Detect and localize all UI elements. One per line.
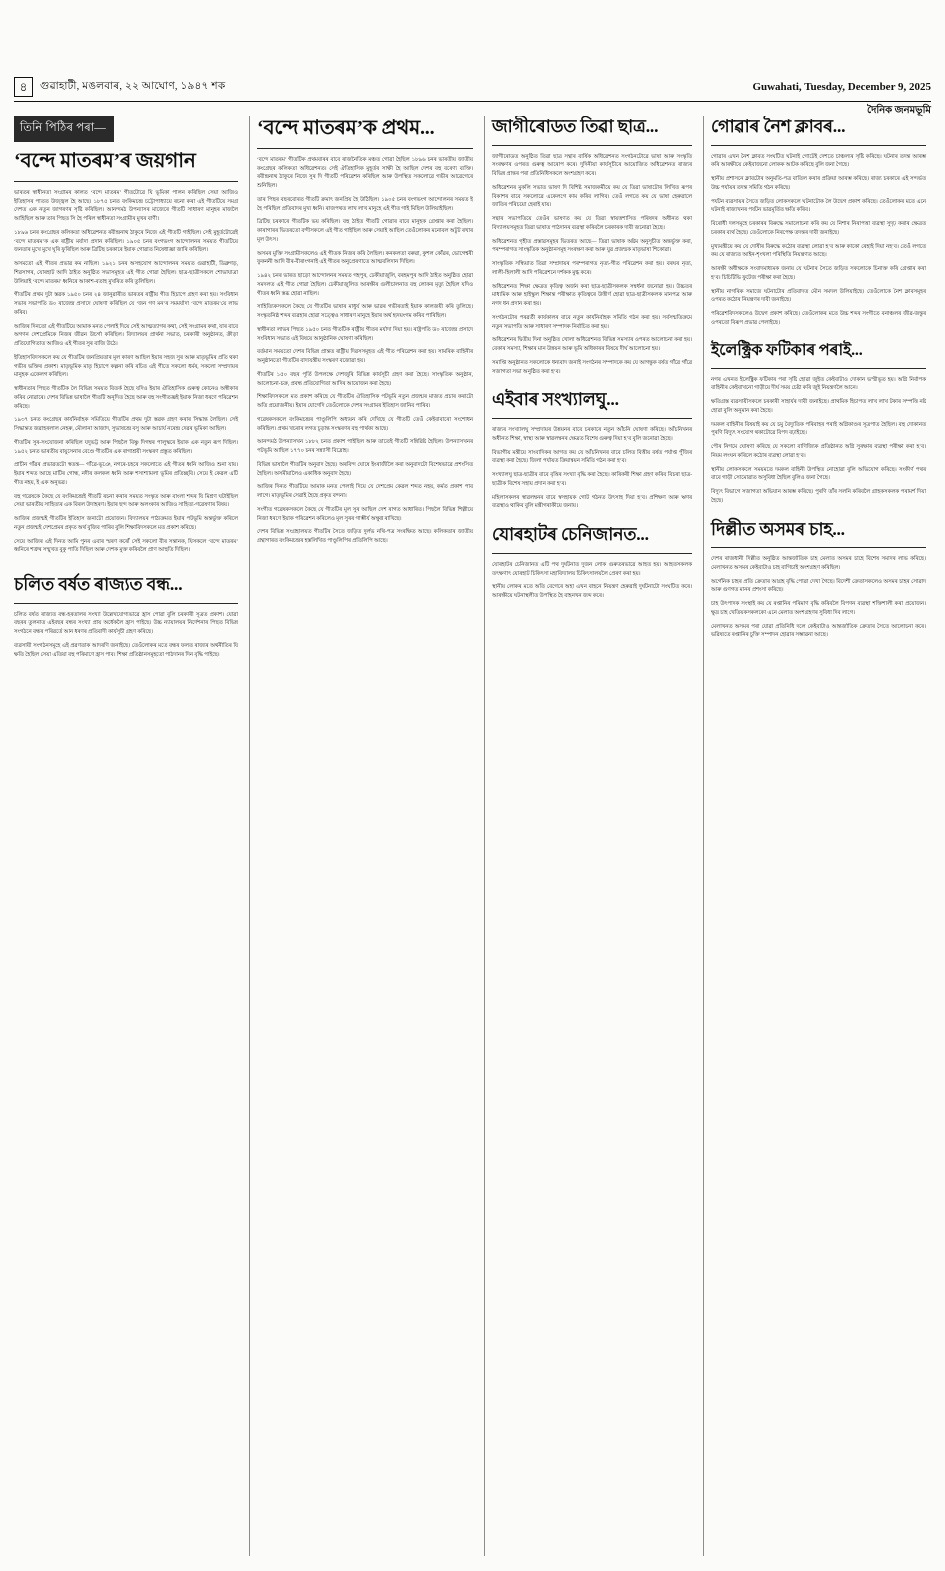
column-4-headline: গোৱাৰ নৈশ ক্লাবৰ... [711,116,846,136]
column-4-second-paragraph: স্থানীয় লোকসকলে সময়মতে দমকল বাহিনী উপস্থিত নোহোৱা বুলি অভিযোগ কৰিছে। সংকীৰ্ণ পথৰ বাবে গাড়ী সোমোৱাত অসুবিধা হৈছিল বুলিও জনা গৈছে। [711,466,926,482]
column-1-paragraph: গীতটিৰ সুৰ-সংযোজনা কৰিছিল যদুভট্ট আৰু পিছলৈ বিষ্ণু দিগম্বৰ পালুস্কৰে ইয়াক এক নতুন ৰূপ দিছিল। ১৯৫২ চনত ভাৰতীয় বায়ুসেনাৰ বেণ্ডে গীতটিৰ এক ৰাগাশ্ৰয়ী সংস্কৰণ প্ৰস্তুত কৰিছিল। [14,439,238,455]
column-4-paragraph: মুখ্যমন্ত্ৰীয়ে কয় যে দোষীৰ বিৰুদ্ধে কঠোৰ ব্যৱস্থা লোৱা হ’ব আৰু কাকো ৰেহাই দিয়া নহ’ব। তেওঁ লগতে কয় যে ৰাজ্যত আইন-শৃংখলা পৰিস্থিতি নিয়ন্ত্ৰণত আছে। [711,243,926,259]
column-1-second-paragraph: ব্যৱসায়ী সংগঠনসমূহে এই প্ৰৱণতাক আদৰণি জনাইছে। তেওঁলোকৰ মতে বন্ধৰ ফলত ৰাজ্যৰ অৰ্থনীতিৰ যি ক্ষতি হৈছিল সেয়া এতিয়া বহু পৰিমাণে হ্ৰাস পাব। শিক্ষা প্ৰতিষ্ঠানসমূহতো পাঠদানৰ দিন বৃদ্ধি পাইছে। [14,642,238,658]
column-1-paragraph: ইতিহাসবিদসকলে কয় যে গীতটিৰ জনপ্ৰিয়তাৰ মূল কাৰণ আছিল ইয়াৰ সহজ সুৰ আৰু মাতৃভূমিৰ প্ৰতি থকা গভীৰ ভক্তিৰ প্ৰকাশ। মাতৃভূমিক মাতৃ হিচাপে কল্পনা কৰি ৰচিত এই গীতে সকলো ধৰ্মৰ, সকলো সম্প্ৰদায়ৰ মানুহক একেলগ কৰিছিল। [14,354,238,379]
column-3-third-paragraph: যোৰহাটৰ চেনিজানত এটি পথ দুৰ্ঘটনাত দুজন লোক গুৰুতৰভাৱে আহত হয়। আহতসকলক তৎক্ষণাৎ যোৰহাট চিকিৎসা মহাবিদ্যালয় চিকিৎসালয়লৈ প্ৰেৰণ কৰা হয়। [492,561,692,577]
column-3-paragraph: অধিৱেশনত গৃহীত প্ৰস্তাৱসমূহৰ ভিতৰত আছে— তিৱা ভাষাক অষ্টম অনুসূচীত অন্তৰ্ভুক্ত কৰা, পৰম্পৰাগত সাংস্কৃতিক অনুষ্ঠানসমূহ সংৰক্ষণ কৰা আৰু যুৱ প্ৰজন্মক মাতৃভাষা শিকোৱা। [492,238,692,254]
column-4-second-headline-rule [711,368,926,369]
column-4-paragraph: আৰক্ষী অধীক্ষকে সংবাদমাধ্যমক জনায় যে ঘটনাৰ সৈতে জড়িত সকলোকে চিনাক্ত কৰি গ্ৰেপ্তাৰ কৰা হ’ব। চিচিটিভি ফুটেজ পৰীক্ষা কৰা হৈছে। [711,266,926,281]
column-3-paragraph: সমাপ্তি অনুষ্ঠানত সকলোকে ধন্যবাদ জনাই সংগঠনৰ সম্পাদকে কয় যে আগন্তুক বৰ্ষত গাঁৱে গাঁৱে সজাগতা সভা অনুষ্ঠিত কৰা হ’ব। [492,359,692,375]
column-2-paragraph: তাৰ পিছৰ বছৰবোৰত গীতটি ক্ৰমাৎ জনপ্ৰিয় হৈ উঠিছিল। ১৯০৫ চনৰ বংগভংগ আন্দোলনৰ সময়ত ই হৈ পৰিছিল প্ৰতিবাদৰ মুখ্য ধ্বনি। ৰাজপথত লাখ লাখ মানুহে এই গীত গাই মিছিল উলিয়াইছিল। [257,196,473,212]
column-2-paragraph: ব্ৰিটিছ চৰকাৰে গীতটিক ভয় কৰিছিল। বহু ঠাইত গীতটি গোৱাৰ বাবে মানুহক গ্ৰেপ্তাৰ কৰা হৈছিল। কাৰাগাৰৰ ভিতৰতো বন্দীসকলে এই গীত গাইছিল আৰু সেয়াই আছিল তেওঁলোকৰ মনোবল অটুট ৰখাৰ মূল উৎস। [257,219,473,243]
column-4-second-paragraph: পৌৰ নিগমে ঘোষণা কৰিছে যে সকলো বাণিজ্যিক প্ৰতিষ্ঠানত অগ্নি সুৰক্ষাৰ ব্যৱস্থা পৰীক্ষা কৰা হ’ব। নিয়ম লংঘন কৰিলে কঠোৰ ব্যৱস্থা লোৱা হ’ব। [711,444,926,459]
column-1-second-headline-rule [14,603,238,604]
column-2-paragraph: স্বাধীনতা লাভৰ পিছত ১৯৫০ চনত গীতটিক ৰাষ্ট্ৰীয় গীতৰ মৰ্যাদা দিয়া হয়। ৰাষ্ট্ৰপতি ড০ ৰাজেন্দ্ৰ প্ৰসাদে সংবিধান সভাত এই বিষয়ে আনুষ্ঠানিক ঘোষণা কৰিছিল। [257,326,473,342]
column-4-second-paragraph: নগৰ এখনত ইলেক্ট্ৰিক ফটিকাৰ পৰা সৃষ্টি হোৱা জুইত কেইবাটাও দোকান ভস্মীভূত হয়। অগ্নি নিৰ্বাপক বাহিনীৰ কেইবাখনো গাড়ীয়ে দীৰ্ঘ সময় চেষ্টা কৰি জুই নিয়ন্ত্ৰণলৈ আনে। [711,376,926,392]
masthead-rule [14,101,931,102]
column-2-paragraph: শিক্ষাবিদসকলে মত প্ৰকাশ কৰিছে যে গীতটিৰ ঐতিহাসিক পটভূমি নতুন প্ৰজন্মৰ মাজত প্ৰচাৰ কৰাটো অতি প্ৰয়োজনীয়। ইয়াৰ যোগেদি তেওঁলোকে দেশৰ সংগ্ৰামৰ ইতিহাস জানিব পাৰিব। [257,394,473,410]
column-1-paragraph: ১৮৯৬ চনৰ কংগ্ৰেছৰ কলিকতা অধিৱেশনত ৰবীন্দ্ৰনাথ ঠাকুৰে নিজে এই গীতটি গাইছিল। সেই মুহূৰ্তটোৱেই ‘বন্দে মাতৰম’ক এক ৰাষ্ট্ৰীয় মৰ্যাদা প্ৰদান কৰিছিল। ১৯০৫ চনৰ বংগভংগ আন্দোলনৰ সময়ত গীতটিয়ে জনতাৰ মুখে মুখে ঘূৰি ফুৰিছিল আৰু ব্ৰিটিছ চৰকাৰে ইয়াক গোৱাত নিষেধাজ্ঞা জাৰি কৰিছিল। [14,229,238,254]
column-1-paragraph: স্বাধীনতাৰ পিছত গীতটিক লৈ বিভিন্ন সময়ত বিতৰ্ক হৈছে যদিও ইয়াৰ ঐতিহাসিক গুৰুত্ব কোনেও অস্বীকাৰ কৰিব নোৱাৰে। দেশৰ বিভিন্ন ভাষালৈ গীতটি অনূদিত হৈছে আৰু বহু সংগীতজ্ঞই ইয়াক নিজা ধৰণে পৰিৱেশন কৰিছে। [14,386,238,410]
column-4-paragraph: পৰ্যটন ব্যৱসায়ৰ সৈতে জড়িত লোকসকলে ঘটনাটোক লৈ উদ্বেগ প্ৰকাশ কৰিছে। তেওঁলোকৰ মতে এনে ঘটনাই ৰাজ্যখনৰ পৰ্যটন ভাৱমূৰ্তিত ক্ষতি কৰিব। [711,198,926,214]
column-4-third-headline: দিল্লীত অসমৰ চাহ... [711,518,845,539]
column-2-paragraph: গীতটিৰ ১৫০ বছৰ পূৰ্তি উপলক্ষে দেশজুৰি বিভিন্ন কাৰ্যসূচী গ্ৰহণ কৰা হৈছে। সাংস্কৃতিক অনুষ্ঠান, আলোচনা-চক্ৰ, প্ৰবন্ধ প্ৰতিযোগিতা আদিৰ আয়োজন কৰা হৈছে। [257,371,473,387]
column-1-paragraph: অসমতো এই গীতৰ প্ৰভাৱ কম নাছিল। ১৯২১ চনৰ অসহযোগ আন্দোলনৰ সময়ত গুৱাহাটী, ডিব্ৰুগড়, শিৱসাগৰ, যোৰহাট আদি ঠাইত অনুষ্ঠিত সভাসমূহত এই গীত গোৱা হৈছিল। ছাত্ৰ-ছাত্ৰীসকলে শোভাযাত্ৰা উলিয়াই ‘বন্দে মাতৰম’ ধ্বনিৰে আকাশ-বতাহ মুখৰিত কৰি তুলিছিল। [14,261,238,285]
column-4-second-headline: ইলেক্ট্ৰিক ফটিকাৰ পৰাই... [711,341,863,359]
column-1 [14,116,242,1556]
column-3-second-paragraph: সংখ্যালঘু ছাত্ৰ-ছাত্ৰীৰ বাবে বৃত্তিৰ সংখ্যা বৃদ্ধি কৰা হৈছে। কাৰিকৰী শিক্ষা গ্ৰহণ কৰিব বিচৰা ছাত্ৰ-ছাত্ৰীক বিশেষ সহায় প্ৰদান কৰা হ’ব। [492,472,692,487]
column-4-headline-rule [711,145,926,146]
column-3-third-paragraph: স্থানীয় লোকৰ মতে অতি বেগেৰে অহা এখন বাহনে নিয়ন্ত্ৰণ হেৰুৱাই দুৰ্ঘটনাটো সংঘটিত কৰে। আৰক্ষীয়ে ঘটনাস্থলীত উপস্থিত হৈ বাহনখন জব্দ কৰে। [492,584,692,600]
column-3-paragraph: অধিৱেশনৰ দ্বিতীয় দিনা অনুষ্ঠিত খোলা অধিৱেশনত বিভিন্ন সমস্যাৰ ওপৰত আলোচনা কৰা হয়। বেকাৰ সমস্যা, শিক্ষাৰ মান উন্নয়ন আৰু ভূমি অধিকাৰৰ বিষয়ে দীৰ্ঘ আলোচনা হয়। [492,337,692,353]
column-3-paragraph: সংগঠনটোৰ পৰৱৰ্তী কাৰ্যকালৰ বাবে নতুন কাৰ্যনিৰ্বাহক সমিতি গঠন কৰা হয়। সৰ্বসন্মতিক্ৰমে নতুন সভাপতি আৰু সাধাৰণ সম্পাদক নিৰ্বাচিত কৰা হয়। [492,314,692,330]
column-4-paragraph: স্থানীয় নাগৰিক সমাজে ঘটনাটোৰ প্ৰতিবাদত মৌন সমদল উলিয়াইছে। তেওঁলোকে নৈশ ক্লাবসমূহৰ ওপৰত কঠোৰ নিয়ন্ত্ৰণৰ দাবী জনাইছে। [711,288,926,304]
column-3-headline-rule [492,145,692,146]
column-4 [703,116,930,1556]
column-3-second-headline: এইবাৰ সংখ্যালঘু... [492,389,619,410]
page-number: ৪ [14,77,33,97]
column-2-paragraph: ‘বন্দে মাতৰম’ গীতটিক প্ৰথমবাৰৰ বাবে ৰাজনৈতিক মঞ্চত গোৱা হৈছিল ১৮৯৬ চনৰ ভাৰতীয় জাতীয় কংগ্ৰেছৰ কলিকতা অধিৱেশনত। সেই ঐতিহাসিক মুহূৰ্তৰ সাক্ষী হৈ আছিল দেশৰ বহু বৰেণ্য ব্যক্তি। ৰবীন্দ্ৰনাথ ঠাকুৰে নিজে সুৰ দি গীতটি পৰিৱেশন কৰিছিল আৰু উপস্থিত সকলোৱে গভীৰ আৱেগেৰে শুনিছিল। [257,156,473,190]
column-1-paragraph: সেয়ে আজিৰ এই দিনত আমি পুনৰ এবাৰ স্মৰণ কৰোঁ সেই সকলো বীৰ সন্তানক, যিসকলে ‘বন্দে মাতৰম’ ধ্বনিৰে শত্ৰুৰ সন্মুখত বুকু পাতি দিছিল আৰু দেশক মুক্ত কৰিবলৈ প্ৰাণ আহুতি দিছিল। [14,538,238,554]
column-3-second-headline-rule [492,418,692,419]
article-columns [14,116,931,1556]
column-2-headline-rule [257,148,473,149]
column-2-paragraph: গৱেষকসকলে বংকিমচন্দ্ৰৰ পাণ্ডুলিপি অধ্যয়ন কৰি দেখিছে যে গীতটি তেওঁ কেইবাবাৰো সংশোধন কৰিছিল। প্ৰথম খচৰাৰ লগত চূড়ান্ত সংস্কৰণৰ বহু পাৰ্থক্য আছে। [257,416,473,432]
column-4-second-paragraph: ক্ষতিগ্ৰস্ত ব্যৱসায়ীসকলে চৰকাৰী সাহাৰ্যৰ দাবী জনাইছে। প্ৰাথমিক হিচাপত লাখ লাখ টকাৰ সম্পত্তি নষ্ট হোৱা বুলি অনুমান কৰা হৈছে। [711,399,926,414]
column-1-paragraph: প্ৰাচীন গাঁৱৰ প্ৰভাৱতটো স্বতন্ত্ৰ— গাঁৱে-ভূঞে, নগৰে-চহৰে সকলোতে এই গীতৰ ধ্বনি আজিও শুনা যায়। ইয়াৰ শব্দত আছে মাটিৰ গোন্ধ, নদীৰ কলকল ধ্বনি আৰু শস্যশ্যামলা ভূমিৰ প্ৰতিচ্ছবি। সেয়ে ই কেৱল এটি গীত নহয়, ই এক অনুভৱ। [14,462,238,486]
column-3-paragraph: সন্থাৰ সভাপতিয়ে তেওঁৰ ভাষণত কয় যে তিৱা স্বায়ত্তশাসিত পৰিষদৰ অধীনত থকা বিদ্যালয়সমূহত তিৱা ভাষাত পাঠদানৰ ব্যৱস্থা কৰিবলৈ চৰকাৰক দাবী জনোৱা হৈছে। [492,216,692,231]
column-2-paragraph: ১৯৪২ চনৰ ভাৰত ছাড়ো আন্দোলনৰ সময়ত গহপুৰ, ঢেকীয়াজুলি, বৰহমপুৰ আদি ঠাইত অনুষ্ঠিত হোৱা সমদলত এই গীত গোৱা হৈছিল। ঢেকীয়াজুলিত আৰক্ষীৰ গুলীচালনাত বহু লোকৰ মৃত্যু হৈছিল যদিও গীতৰ ধ্বনি স্তব্ধ হোৱা নাছিল। [257,273,473,297]
column-4-third-paragraph: অৰ্গেনিক চাহৰ প্ৰতি ক্ৰেতাৰ আগ্ৰহ বৃদ্ধি পোৱা দেখা গৈছে। বিদেশী ক্ৰেতাসকলেও অসমৰ চাহৰ সোৱাদ আৰু গুণগত মানৰ প্ৰশংসা কৰিছে। [711,578,926,594]
column-2-headline: ‘বন্দে মাতৰম’ক প্ৰথম... [257,117,435,139]
masthead-left [14,77,225,97]
masthead [14,70,931,104]
column-4-third-headline-rule [711,547,926,548]
column-2-paragraph: বৰ্তমান সময়তো দেশৰ বিভিন্ন প্ৰান্তত ৰাষ্ট্ৰীয় দিৱসসমূহত এই গীত পৰিৱেশন কৰা হয়। সামৰিক বাহিনীৰ অনুষ্ঠানতো গীতটিৰ বাদ্যযন্ত্ৰীয় সংস্কৰণ বজোৱা হয়। [257,349,473,365]
paper-name: দৈনিক জনমভূমি [861,103,931,120]
column-4-second-paragraph: দমকল বাহিনীৰ বিষয়াই কয় যে চমু বৈদ্যুতিক পৰিবাহৰ পৰাই অগ্নিকাণ্ডৰ সূত্ৰপাত হৈছিল। বহু দোকানত পুৰণি বিদ্যুৎ সংযোগ থকাটোৱে বিপদ বঢ়াইছে। [711,421,926,437]
column-4-paragraph: গোৱাৰ এখন নৈশ ক্লাবত সংঘটিত ঘটনাই গোটেই দেশতে চাঞ্চল্যৰ সৃষ্টি কৰিছে। ঘটনাৰ তদন্ত আৰম্ভ কৰি আৰক্ষীয়ে কেইবাজনো লোকক আটক কৰিছে বুলি জনা গৈছে। [711,153,926,169]
column-4-paragraph: স্থানীয় প্ৰশাসনে ক্লাবটোৰ অনুমতি-পত্ৰ বাতিল কৰাৰ প্ৰক্ৰিয়া আৰম্ভ কৰিছে। ৰাজ্য চৰকাৰে এই সন্দৰ্ভত উচ্চ পৰ্যায়ৰ তদন্ত সমিতি গঠন কৰিছে। [711,176,926,191]
column-2-paragraph: অসমৰ মুক্তি সংগ্ৰামীসকলেও এই গীতক নিজৰ কৰি লৈছিল। কনকলতা বৰুৱা, কুশল কোঁৱৰ, ভোগেশ্বৰী ফুকননী আদি বীৰ-বীৰাংগনাই এই গীতৰ অনুপ্ৰেৰণাতে আত্মবলিদান দিছিল। [257,250,473,266]
column-1-paragraph: ১৯৩৭ চনত কংগ্ৰেছৰ কাৰ্যনিৰ্বাহক সমিতিয়ে গীতটিৰ প্ৰথম দুটা স্তৱক গ্ৰহণ কৰাৰ সিদ্ধান্ত লৈছিল। সেই সিদ্ধান্তত জৱাহৰলাল নেহৰু, মৌলানা আজাদ, সুভাষচন্দ্ৰ বসু আৰু আচাৰ্য নৰেন্দ্ৰ দেৱৰ ভূমিকা আছিল। [14,417,238,433]
column-1-kicker: তিনি পিঠিৰ পৰা— [14,116,114,142]
column-1-paragraph: আজিৰ প্ৰজন্মই গীতটিৰ ইতিহাস জনাটো প্ৰয়োজন। বিদ্যালয়ৰ পাঠ্যক্ৰমত ইয়াৰ পটভূমি অন্তৰ্ভুক্ত কৰিলে নতুন প্ৰজন্মই দেশপ্ৰেমৰ প্ৰকৃত অৰ্থ বুজিব পাৰিব বুলি শিক্ষাবিদসকলে মত প্ৰকাশ কৰিছে। [14,516,238,531]
column-4-third-paragraph: চাহ উৎপাদক সংস্থাই কয় যে ৰপ্তানিৰ পৰিমাণ বৃদ্ধি কৰিবলৈ বিপণন ব্যৱস্থা শক্তিশালী কৰা প্ৰয়োজন। ক্ষুদ্ৰ চাহ খেতিয়কসকলকো এনে মেলাত অংশগ্ৰহণৰ সুবিধা দিব লাগে। [711,601,926,616]
column-1-paragraph: ভাৰতৰ স্বাধীনতা সংগ্ৰামৰ কালত ‘বন্দে মাতৰম’ গীতটোৱে যি ভূমিকা পালন কৰিছিল সেয়া আজিও ইতিহাসৰ পাতত উজ্জ্বল হৈ আছে। ১৮৭৫ চনত বংকিমচন্দ্ৰ চট্টোপাধ্যায়ে ৰচনা কৰা এই গীতটিয়ে সমগ্ৰ দেশত এক নতুন জাগৰণৰ সৃষ্টি কৰিছিল। আনন্দমঠ উপন্যাসৰ মাজেৰে গীতটি সাধাৰণ মানুহৰ মাজলৈ আহিছিল আৰু তাৰ পিছত সি হৈ পৰিল স্বাধীনতা সংগ্ৰামীৰ মুখৰ বাণী। [14,189,238,223]
column-4-paragraph: বিৰোধী দলসমূহে চৰকাৰৰ বিৰুদ্ধে সমালোচনা কৰি কয় যে নিশাৰ নিৰাপত্তা ব্যৱস্থা সুদৃঢ় কৰাৰ ক্ষেত্ৰত চৰকাৰ ব্যৰ্থ হৈছে। তেওঁলোকে নিৰপেক্ষ তদন্তৰ দাবী জনাইছে। [711,221,926,236]
column-3-second-paragraph: ৰাজ্যৰ সংখ্যালঘু সম্প্ৰদায়ৰ উন্নয়নৰ বাবে চৰকাৰে নতুন আঁচনি ঘোষণা কৰিছে। আঁচনিখনৰ অধীনত শিক্ষা, স্বাস্থ্য আৰু স্বাৱলম্বনৰ ক্ষেত্ৰত বিশেষ গুৰুত্ব দিয়া হ’ব বুলি জনোৱা হৈছে। [492,427,692,442]
column-1-paragraph: গীতটিৰ প্ৰথম দুটা স্তৱক ১৯৫০ চনৰ ২৪ জানুৱাৰীত ভাৰতৰ ৰাষ্ট্ৰীয় গীত হিচাপে গ্ৰহণ কৰা হয়। সংবিধান সভাৰ সভাপতি ড০ ৰাজেন্দ্ৰ প্ৰসাদে ঘোষণা কৰিছিল যে ‘জন গণ মন’ৰ সমমৰ্যাদা ‘বন্দে মাতৰম’য়ে লাভ কৰিব। [14,292,238,316]
column-4-third-paragraph: দেশৰ ৰাজধানী দিল্লীত অনুষ্ঠিত আন্তৰ্জাতিক চাহ মেলাত অসমৰ চাহে বিশেষ সমাদৰ লাভ কৰিছে। মেলাখনত অসমৰ কেইবাটাও চাহ বাগিচাই অংশগ্ৰহণ কৰিছিল। [711,556,926,571]
column-4-third-paragraph: মেলাখনত অসমৰ পৰা যোৱা প্ৰতিনিধি দলে কেইবাটাও আন্তৰ্জাতিক ক্ৰেতাৰ সৈতে আলোচনা কৰে। ভৱিষ্যতে ৰপ্তানিৰ চুক্তি সম্পাদন হোৱাৰ সম্ভাৱনা আছে। [711,623,926,639]
column-1-second-headline: চলিত বৰ্ষত ৰাজ্যত বন্ধ... [14,574,183,595]
column-2-paragraph: আনন্দমঠ উপন্যাসখন ১৮৮২ চনত প্ৰকাশ পাইছিল আৰু তাতেই গীতটি সন্নিৱিষ্ট হৈছিল। উপন্যাসখনৰ পটভূমি আছিল ১৭৭০ চনৰ সন্ন্যাসী বিদ্ৰোহ। [257,439,473,455]
column-2 [249,116,477,1556]
column-3-paragraph: অধিৱেশনত শিক্ষা ক্ষেত্ৰত কৃতিত্ব অৰ্জন কৰা ছাত্ৰ-ছাত্ৰীসকলক সম্বৰ্ধনা জনোৱা হয়। উচ্চতৰ মাধ্যমিক আৰু হাইস্কুল শিক্ষান্ত পৰীক্ষাত কৃতিত্বৰে উত্তীৰ্ণ হোৱা ছাত্ৰ-ছাত্ৰীসকলক মানপত্ৰ আৰু নগদ ধন প্ৰদান কৰা হয়। [492,283,692,308]
column-1-headline: ‘বন্দে মাতৰম’ৰ জয়গান [14,150,196,172]
column-3-third-headline: যোৰহাটৰ চেনিজানত... [492,524,649,545]
column-3-paragraph: জাগীৰোডত অনুষ্ঠিত তিৱা ছাত্ৰ সন্থাৰ বাৰ্ষিক অধিৱেশনত সংগঠনটোৱে ভাষা আৰু সংস্কৃতি সংৰক্ষণৰ ওপৰত গুৰুত্ব আৰোপ কৰে। দুদিনীয়া কাৰ্যসূচীৰে আয়োজিত অধিৱেশনত ৰাজ্যৰ বিভিন্ন প্ৰান্তৰ পৰা প্ৰতিনিধিসকলে অংশগ্ৰহণ কৰে। [492,153,692,178]
column-2-paragraph: আজিৰ দিনত গীতটিয়ে আমাক মনত পেলাই দিয়ে যে দেশপ্ৰেম কেৱল শব্দত নহয়, কৰ্মত প্ৰকাশ পাব লাগে। মাতৃভূমিৰ সেৱাই হৈছে প্ৰকৃত বন্দনা। [257,484,473,500]
masthead-date-assamese: গুৱাহাটী, মঙলবাৰ, ২২ আঘোণ, ১৯৪৭ শক [40,80,226,92]
column-1-paragraph: বহু গৱেষকে কৈছে যে বংকিমচন্দ্ৰই গীতটি ৰচনা কৰাৰ সময়ত সংস্কৃত আৰু বাংলা শব্দৰ যি মিশ্ৰণ ঘটাইছিল সেয়া ভাৰতীয় সাহিত্যৰ এক বিৰল উদাহৰণ। ইয়াৰ ছন্দ আৰু অলংকাৰ আজিও সাহিত্য-গৱেষণাৰ বিষয়। [14,493,238,509]
column-2-paragraph: সাহিত্যিকসকলে কৈছে যে গীতটিৰ ভাষাৰ মাধুৰ্য আৰু ভাৱৰ গভীৰতাই ইয়াক কালজয়ী কৰি তুলিছে। সংস্কৃতনিষ্ঠ শব্দৰ ব্যৱহাৰ হোৱা সত্ত্বেও সাধাৰণ মানুহে ইয়াৰ অৰ্থ হৃদয়ংগম কৰিব পাৰিছিল। [257,304,473,320]
column-3-second-paragraph: মহিলাসকলৰ স্বাৱলম্বনৰ বাবে স্বসহায়ক গোট গঠনত উৎসাহ দিয়া হ’ব। প্ৰশিক্ষণ আৰু ঋণৰ ব্যৱস্থাও থাকিব বুলি মন্ত্ৰীগৰাকীয়ে জনায়। [492,494,692,510]
column-3-paragraph: সাংস্কৃতিক সন্ধিয়াত তিৱা সম্প্ৰদায়ৰ পৰম্পৰাগত নৃত্য-গীত পৰিৱেশন কৰা হয়। বৰঘৰ নৃত্য, লালী-হিলালী আদি পৰিৱেশনে দৰ্শকক মুগ্ধ কৰে। [492,261,692,276]
column-4-paragraph: পৰিৱেশবিদসকলেও উদ্বেগ প্ৰকাশ কৰিছে। তেওঁলোকৰ মতে উচ্চ শব্দৰ সংগীতে বনাঞ্চলৰ জীৱ-জন্তুৰ ওপৰতো বিৰূপ প্ৰভাৱ পেলাইছে। [711,311,926,326]
column-2-paragraph: বিভিন্ন ভাষালৈ গীতটিৰ অনুবাদ হৈছে। অৰবিন্দ ঘোষে ইংৰাজীলৈ কৰা অনুবাদটো বিশেষভাৱে প্ৰশংসিত হৈছিল। অসমীয়ালৈও একাধিক অনুবাদ হৈছে। [257,461,473,477]
column-3-third-headline-rule [492,553,692,554]
column-4-second-paragraph: বিদ্যুৎ বিভাগে সজাগতা অভিযান আৰম্ভ কৰিছে। পুৰণি তাঁৰ সলনি কৰিবলৈ গ্ৰাহকসকলক পৰামৰ্শ দিয়া হৈছে। [711,489,926,504]
column-3-second-paragraph: বিভাগীয় মন্ত্ৰীয়ে সাংবাদিকৰ আগত কয় যে আঁচনিখনৰ বাবে চলিত বিত্তীয় বৰ্ষত পৰ্যাপ্ত পুঁজিৰ ব্যৱস্থা কৰা হৈছে। জিলা পৰ্যায়ত ক্ৰিয়ান্বয়ন সমিতি গঠন কৰা হ’ব। [492,449,692,465]
column-3 [484,116,696,1556]
column-1-headline-rule [14,181,238,182]
column-1-second-paragraph: চলিত বৰ্ষত ৰাজ্যত বন্ধ-হৰতালৰ সংখ্যা উল্লেখযোগ্যভাৱে হ্ৰাস পোৱা বুলি চৰকাৰী সূত্ৰত প্ৰকাশ। যোৱা বছৰৰ তুলনাত এইবছৰ বন্ধৰ সংখ্যা প্ৰায় অৰ্ধেকলৈ হ্ৰাস পাইছে। উচ্চ ন্যায়ালয়ৰ নিৰ্দেশনাৰ পিছত বিভিন্ন সংগঠনে বন্ধৰ পৰিৱৰ্তে আন ধৰণৰ প্ৰতিবাদী কাৰ্যসূচী গ্ৰহণ কৰিছে। [14,611,238,636]
column-2-paragraph: দেশৰ বিভিন্ন সংগ্ৰহালয়ত গীতটিৰ সৈতে জড়িত দুৰ্লভ নথি-পত্ৰ সংৰক্ষিত আছে। কলিকতাৰ জাতীয় গ্ৰন্থাগাৰত বংকিমচন্দ্ৰৰ হস্তলিখিত পাণ্ডুলিপিৰ প্ৰতিলিপি আছে। [257,529,473,545]
column-3-paragraph: অধিৱেশনৰ মুকলি সভাত ভাষণ দি বিশিষ্ট সমাজকৰ্মীয়ে কয় যে তিৱা ভাষাটোৰ লিখিত ৰূপৰ বিকাশৰ বাবে সকলোৱে একেলগে কাম কৰিব লাগিব। তেওঁ লগতে কয় যে ভাষা হেৰুৱালে জাতিৰ পৰিচয়ো হেৰাই যায়। [492,184,692,209]
column-1-paragraph: আজিৰ দিনতো এই গীতটিয়ে আমাক মনত পেলাই দিয়ে সেই আত্মত্যাগৰ কথা, সেই সংগ্ৰামৰ কথা, যাৰ বাবে অগণন দেশপ্ৰেমিকে নিজৰ জীৱন উচৰ্গা কৰিছিল। বিদ্যালয়ৰ প্ৰাৰ্থনা সভাত, চৰকাৰী অনুষ্ঠানত, ক্ৰীড়া প্ৰতিযোগিতাত আজিও এই গীতৰ সুৰ বাজি উঠে। [14,323,238,348]
column-3-headline: জাগীৰোডত তিৱা ছাত্ৰ... [492,116,659,136]
column-2-paragraph: সংগীত গৱেষকসকলে কৈছে যে গীতটিৰ মূল সুৰ আছিল দেশ ৰাগত আধাৰিত। পিছলৈ বিভিন্ন শিল্পীয়ে নিজা ধৰণে ইয়াক পৰিৱেশন কৰিলেও মূল সুৰৰ গাম্ভীৰ্য অক্ষুণ্ণ ৰাখিছে। [257,506,473,522]
masthead-date-english: Guwahati, Tuesday, December 9, 2025 [752,81,931,93]
